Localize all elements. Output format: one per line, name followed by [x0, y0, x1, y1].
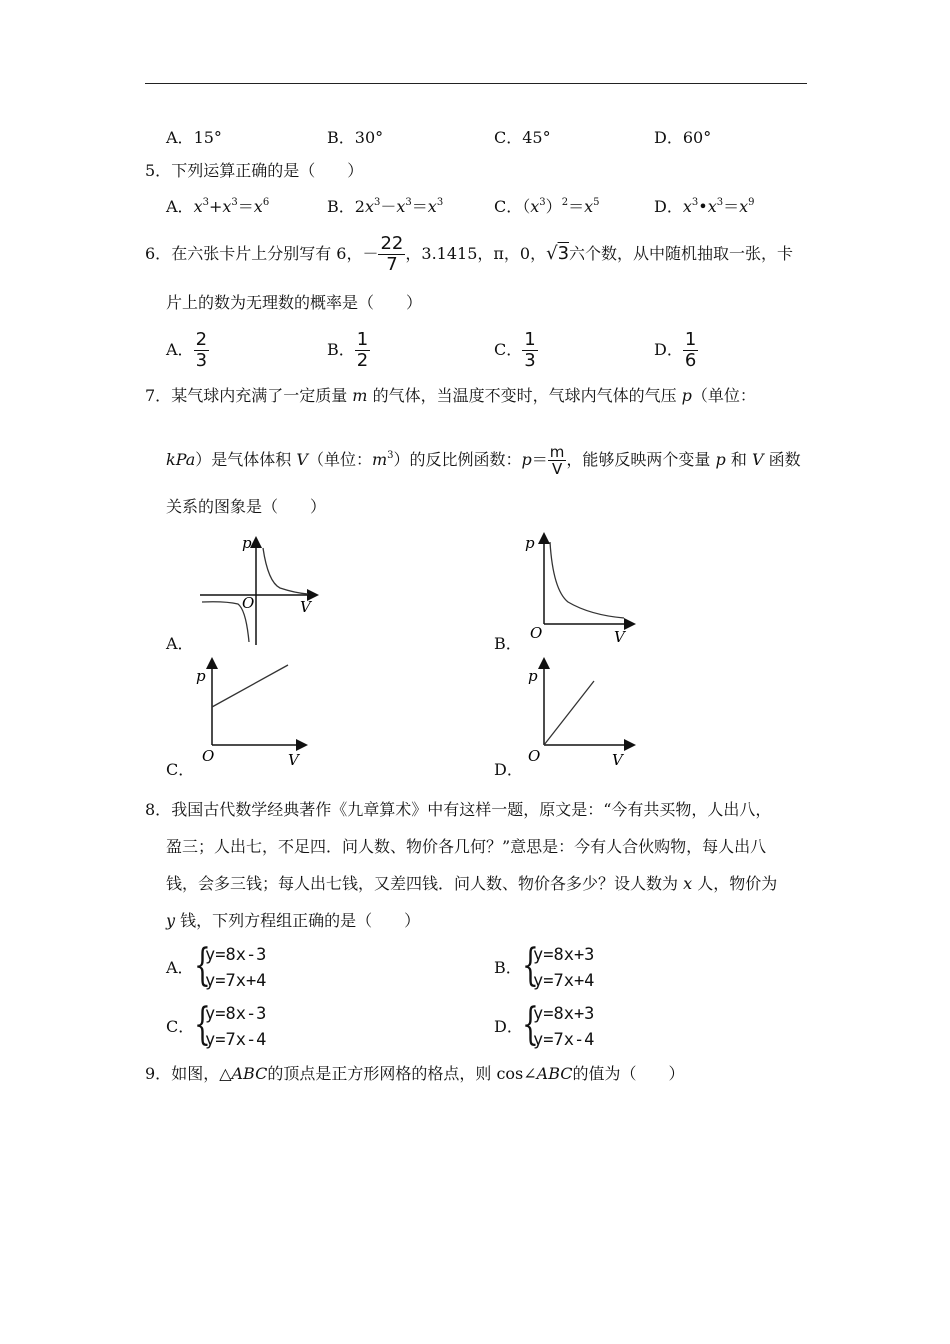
option-label: B． [494, 958, 522, 977]
q7-fraction: $\frac{m}{V}$ [549, 443, 565, 478]
q5-option-c[interactable]: C．$(x^3)^2=x^5$ [494, 197, 600, 216]
svg-text:p: p [528, 667, 538, 685]
q6-fraction: $\frac{22}{7}$ [380, 233, 404, 275]
q9-stem: 9．如图，△ABC的顶点是正方形网格的格点，则 cos∠ABC的值为（ ） [145, 1064, 685, 1083]
q7-stem-line3: 关系的图象是（ ） [166, 497, 327, 516]
q7-graph-label-d[interactable]: D． [494, 760, 523, 779]
q4-option-d[interactable]: D．60° [654, 128, 712, 147]
svg-text:O: O [528, 747, 541, 765]
q6-option-a[interactable]: A． $\frac{2}{3}$ [166, 329, 208, 371]
header-rule [145, 83, 807, 84]
svg-text:O: O [530, 624, 543, 642]
q7-graph-a[interactable] [190, 530, 330, 650]
equation-system: y=8x-3 y=7x-4 [205, 1004, 267, 1050]
equation-system: y=8x+3 y=7x-4 [533, 1004, 595, 1050]
q7-graph-b[interactable] [520, 530, 640, 645]
sqrt-symbol: √3 [546, 243, 570, 264]
q7-graph-label-b[interactable]: B． [494, 634, 522, 653]
q5-option-a[interactable]: A．$x^3+x^3=x^6$ [166, 197, 270, 216]
q5-option-d[interactable]: D．$x^3•x^3=x^9$ [654, 197, 755, 216]
equation-system: y=8x-3 y=7x+4 [205, 945, 267, 991]
q7-stem-line2: kPa）是气体体积 V（单位：$m^3$）的反比例函数：p＝ $\frac{m}{V}$ ，能够反映两个变量 p 和 V 函数 [166, 443, 801, 478]
q8-stem-line4: y 钱，下列方程组正确的是（ ） [166, 911, 421, 930]
brace-icon: { [194, 999, 211, 1050]
svg-text:p: p [242, 534, 252, 552]
q4-option-c[interactable]: C．45° [494, 128, 551, 147]
q5-stem: 5．下列运算正确的是（ ） [145, 161, 364, 180]
q8-stem-line1: 8．我国古代数学经典著作《九章算术》中有这样一题，原文是：“今有共买物，人出八， [145, 800, 772, 819]
q4-option-a[interactable]: A．15° [166, 128, 222, 147]
q6-option-b[interactable]: B． $\frac{1}{2}$ [327, 329, 369, 371]
option-label: D． [494, 1017, 523, 1036]
q6-option-c[interactable]: C． $\frac{1}{3}$ [494, 329, 536, 371]
option-label: C． [166, 1017, 195, 1036]
q5-option-b[interactable]: B．$2x^3-x^3=x^3$ [327, 197, 444, 216]
q4-option-b[interactable]: B．30° [327, 128, 384, 147]
brace-icon: { [194, 940, 211, 991]
q7-graph-label-a[interactable]: A． [166, 634, 194, 653]
svg-text:V: V [614, 628, 625, 645]
svg-text:O: O [202, 747, 215, 765]
q8-stem-line3: 钱，会多三钱；每人出七钱，又差四钱．问人数、物价各多少？设人数为 x 人，物价为 [166, 874, 778, 893]
q7-graph-label-c[interactable]: C． [166, 760, 195, 779]
equation-system: y=8x+3 y=7x+4 [533, 945, 595, 991]
svg-text:p: p [525, 534, 535, 552]
svg-text:V: V [300, 598, 311, 616]
q7-stem-line1: 7．某气球内充满了一定质量 m 的气体，当温度不变时，气球内气体的气压 p（单位： [145, 386, 756, 405]
option-label: A． [166, 958, 194, 977]
q6-stem-line1: 6．在六张卡片上分别写有 6，－ $\frac{22}{7}$ ，3.1415，π，0，√3六个数，从中随机抽取一张，卡 [145, 233, 794, 275]
svg-text:V: V [288, 751, 299, 769]
q8-stem-line2: 盈三；人出七，不足四．问人数、物价各几何？”意思是：今有人合伙购物，每人出八 [166, 837, 767, 856]
svg-text:O: O [242, 594, 255, 612]
svg-text:p: p [196, 667, 206, 685]
brace-icon: { [522, 940, 539, 991]
q7-graph-c[interactable] [190, 655, 315, 770]
q6-option-d[interactable]: D． $\frac{1}{6}$ [654, 329, 697, 371]
brace-icon: { [522, 999, 539, 1050]
q7-graph-d[interactable] [520, 655, 640, 770]
q6-stem-line2: 片上的数为无理数的概率是（ ） [166, 293, 423, 312]
svg-text:V: V [612, 751, 623, 769]
